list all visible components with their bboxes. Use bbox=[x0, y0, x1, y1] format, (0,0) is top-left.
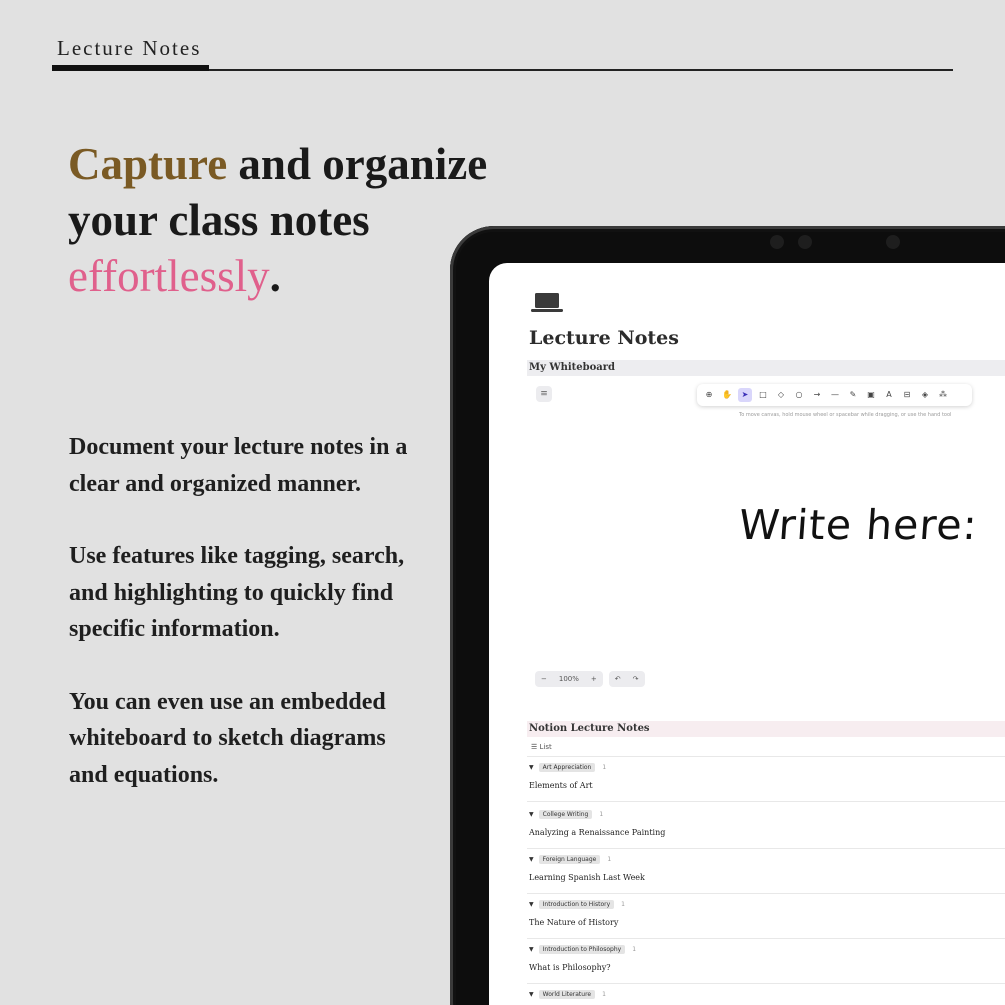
group-count: 1 bbox=[632, 946, 637, 953]
group-tag: Foreign Language bbox=[539, 855, 601, 864]
group-college-writing[interactable] bbox=[529, 810, 1005, 837]
collapse-icon[interactable]: ▼ bbox=[529, 811, 534, 818]
list-item[interactable]: Analyzing a Renaissance Painting bbox=[529, 828, 666, 837]
group-tag: Art Appreciation bbox=[539, 763, 596, 772]
divider bbox=[527, 801, 1005, 802]
headline-effortlessly: effortlessly bbox=[68, 251, 270, 301]
collapse-icon[interactable]: ▼ bbox=[529, 991, 534, 998]
arrow-icon[interactable]: → bbox=[813, 390, 821, 399]
laptop-icon bbox=[531, 291, 563, 315]
divider bbox=[527, 938, 1005, 939]
list-item[interactable]: Learning Spanish Last Week bbox=[529, 873, 645, 882]
group-tag: Introduction to History bbox=[539, 900, 615, 909]
headline-capture: Capture bbox=[68, 139, 228, 189]
rectangle-icon[interactable]: □ bbox=[759, 390, 767, 399]
redo-icon[interactable]: ↷ bbox=[632, 675, 639, 683]
body-paragraph-2: Use features like tagging, search, and highlighting to quickly find specific information. bbox=[69, 543, 405, 642]
collapse-icon[interactable]: ▼ bbox=[529, 946, 534, 953]
page-title: Lecture Notes bbox=[529, 327, 679, 349]
circle-icon[interactable]: ○ bbox=[795, 390, 803, 399]
divider bbox=[527, 983, 1005, 984]
group-introduction-to-history[interactable] bbox=[529, 900, 1005, 927]
list-item[interactable]: The Nature of History bbox=[529, 918, 619, 927]
toolbar-hint: To move canvas, hold mouse wheel or spacebar while dragging, or use the hand tool bbox=[739, 412, 952, 418]
text-icon[interactable]: A bbox=[886, 390, 892, 399]
group-tag: College Writing bbox=[539, 810, 593, 819]
collapse-icon[interactable]: ▼ bbox=[529, 764, 534, 771]
body-copy bbox=[69, 429, 429, 829]
list-view-label: List bbox=[539, 743, 552, 751]
divider bbox=[527, 756, 1005, 757]
camera-dot bbox=[770, 235, 784, 249]
history-group bbox=[609, 671, 645, 687]
library-icon[interactable]: ⁂ bbox=[939, 390, 947, 399]
body-paragraph-3: You can even use an embedded whiteboard to sketch diagrams and equations. bbox=[69, 688, 386, 788]
divider bbox=[527, 893, 1005, 894]
hand-icon[interactable]: ✋ bbox=[722, 390, 732, 399]
pointer-icon[interactable]: ➤ bbox=[738, 388, 752, 402]
zoom-group bbox=[535, 671, 603, 687]
collapse-icon[interactable]: ▼ bbox=[529, 856, 534, 863]
eraser-icon[interactable]: ◈ bbox=[921, 390, 929, 399]
zoom-level[interactable]: 100% bbox=[558, 675, 579, 683]
lock-icon[interactable]: ⊕ bbox=[705, 390, 713, 399]
list-item[interactable]: What is Philosophy? bbox=[529, 963, 611, 972]
zoom-in-icon[interactable]: + bbox=[590, 675, 597, 683]
group-world-literature[interactable] bbox=[529, 990, 1005, 999]
zoom-controls bbox=[535, 671, 645, 687]
whiteboard-toolbar bbox=[697, 384, 972, 406]
tablet-screen bbox=[489, 263, 1005, 1005]
list-view-tab[interactable]: ☰ List bbox=[531, 743, 552, 751]
divider bbox=[527, 848, 1005, 849]
group-tag: World Literature bbox=[539, 990, 595, 999]
notes-section-title: Notion Lecture Notes bbox=[527, 721, 1005, 737]
brand-title: Lecture Notes bbox=[57, 36, 202, 60]
headline-middle: and organize your class notes bbox=[68, 139, 488, 245]
undo-icon[interactable]: ↶ bbox=[614, 675, 621, 683]
header-rule-accent bbox=[52, 65, 209, 71]
handwriting-text: Write here: bbox=[737, 501, 980, 549]
image-icon[interactable]: ▣ bbox=[867, 390, 875, 399]
headline-period: . bbox=[269, 251, 281, 301]
pencil-icon[interactable]: ✎ bbox=[849, 390, 857, 399]
group-tag: Introduction to Philosophy bbox=[539, 945, 626, 954]
menu-icon[interactable]: ≡ bbox=[536, 386, 552, 402]
group-count: 1 bbox=[602, 764, 607, 771]
group-introduction-to-philosophy[interactable] bbox=[529, 945, 1005, 972]
group-art-appreciation[interactable] bbox=[529, 763, 1005, 790]
frame-icon[interactable]: ⊟ bbox=[903, 390, 911, 399]
list-item[interactable]: Elements of Art bbox=[529, 781, 593, 790]
headline bbox=[68, 136, 508, 304]
zoom-out-icon[interactable]: − bbox=[541, 675, 547, 683]
diamond-icon[interactable]: ◇ bbox=[777, 390, 785, 399]
camera-dot bbox=[886, 235, 900, 249]
camera-dot bbox=[798, 235, 812, 249]
group-count: 1 bbox=[607, 856, 612, 863]
group-count: 1 bbox=[602, 991, 606, 998]
line-icon[interactable]: — bbox=[831, 390, 839, 399]
body-paragraph-1: Document your lecture notes in a clear and organized manner. bbox=[69, 434, 408, 497]
whiteboard-section-title: My Whiteboard bbox=[527, 360, 1005, 376]
group-count: 1 bbox=[621, 901, 625, 908]
group-foreign-language[interactable] bbox=[529, 855, 1005, 882]
group-count: 1 bbox=[599, 811, 604, 818]
collapse-icon[interactable]: ▼ bbox=[529, 901, 534, 908]
